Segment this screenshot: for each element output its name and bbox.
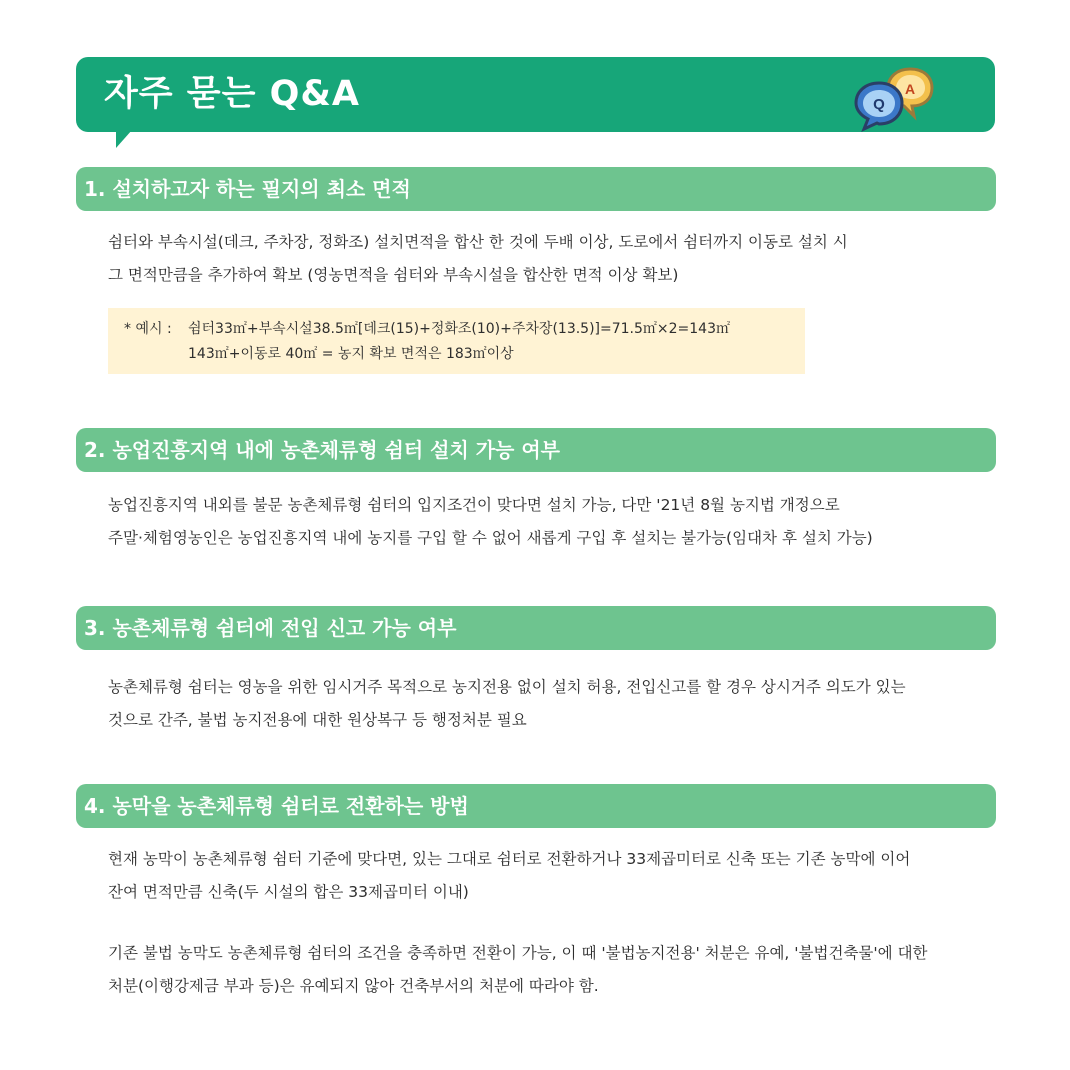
banner-tail <box>116 130 132 148</box>
section-3-line-2: 것으로 간주, 불법 농지전용에 대한 원상복구 등 행정처분 필요 <box>108 711 527 729</box>
section-3-line-1: 농촌체류형 쉼터는 영농을 위한 임시거주 목적으로 농지전용 없이 설치 허용, 전입신고를 할 경우 상시거주 의도가 있는 <box>108 678 906 696</box>
section-4-line-2: 잔여 면적만큼 신축(두 시설의 합은 33제곱미터 이내) <box>108 883 469 901</box>
svg-text:A: A <box>904 81 916 97</box>
qa-speech-bubbles-icon <box>852 63 936 133</box>
section-1-line-2: 그 면적만큼을 추가하여 확보 (영농면적을 쉼터와 부속시설을 합산한 면적 이상 확보) <box>108 266 679 284</box>
section-title-3: 3. 농촌체류형 쉼터에 전입 신고 가능 여부 <box>84 616 457 640</box>
section-2-line-1: 농업진흥지역 내외를 불문 농촌체류형 쉼터의 입지조건이 맞다면 설치 가능, 다만 '21년 8월 농지법 개정으로 <box>108 496 840 514</box>
section-4-line-1: 현재 농막이 농촌체류형 쉼터 기준에 맞다면, 있는 그대로 쉼터로 전환하거나 33제곱미터로 신축 또는 기존 농막에 이어 <box>108 850 911 868</box>
svg-text:Q: Q <box>873 96 885 113</box>
section-title-4: 4. 농막을 농촌체류형 쉼터로 전환하는 방법 <box>84 794 469 818</box>
section-2-line-2: 주말·체험영농인은 농업진흥지역 내에 농지를 구입 할 수 없어 새롭게 구입 후 설치는 불가능(임대차 후 설치 가능) <box>108 529 873 547</box>
section-body-3 <box>108 671 993 737</box>
section-body-4b <box>108 937 993 1003</box>
example-label: * 예시 : <box>124 321 172 337</box>
section-4-line-4: 처분(이행강제금 부과 등)은 유예되지 않아 건축부서의 처분에 따라야 함. <box>108 977 599 995</box>
section-body-1 <box>108 226 993 292</box>
section-title-2: 2. 농업진흥지역 내에 농촌체류형 쉼터 설치 가능 여부 <box>84 438 560 462</box>
example-line-2: 143㎡+이동로 40㎡ = 농지 확보 면적은 183㎡이상 <box>188 346 514 362</box>
section-body-2 <box>108 489 993 555</box>
page-title: 자주 묻는 Q&A <box>104 74 360 114</box>
section-4-line-3: 기존 불법 농막도 농촌체류형 쉼터의 조건을 충족하면 전환이 가능, 이 때 '불법농지전용' 처분은 유예, '불법건축물'에 대한 <box>108 944 928 962</box>
section-title-1: 1. 설치하고자 하는 필지의 최소 면적 <box>84 177 411 201</box>
section-body-4 <box>108 843 993 909</box>
example-line-1: 쉼터33㎡+부속시설38.5㎡[데크(15)+정화조(10)+주차장(13.5)]=71.5㎡×2=143㎡ <box>188 321 731 337</box>
q-bubble-icon <box>856 83 902 129</box>
section-1-line-1: 쉼터와 부속시설(데크, 주차장, 정화조) 설치면적을 합산 한 것에 두배 이상, 도로에서 쉼터까지 이동로 설치 시 <box>108 233 848 251</box>
